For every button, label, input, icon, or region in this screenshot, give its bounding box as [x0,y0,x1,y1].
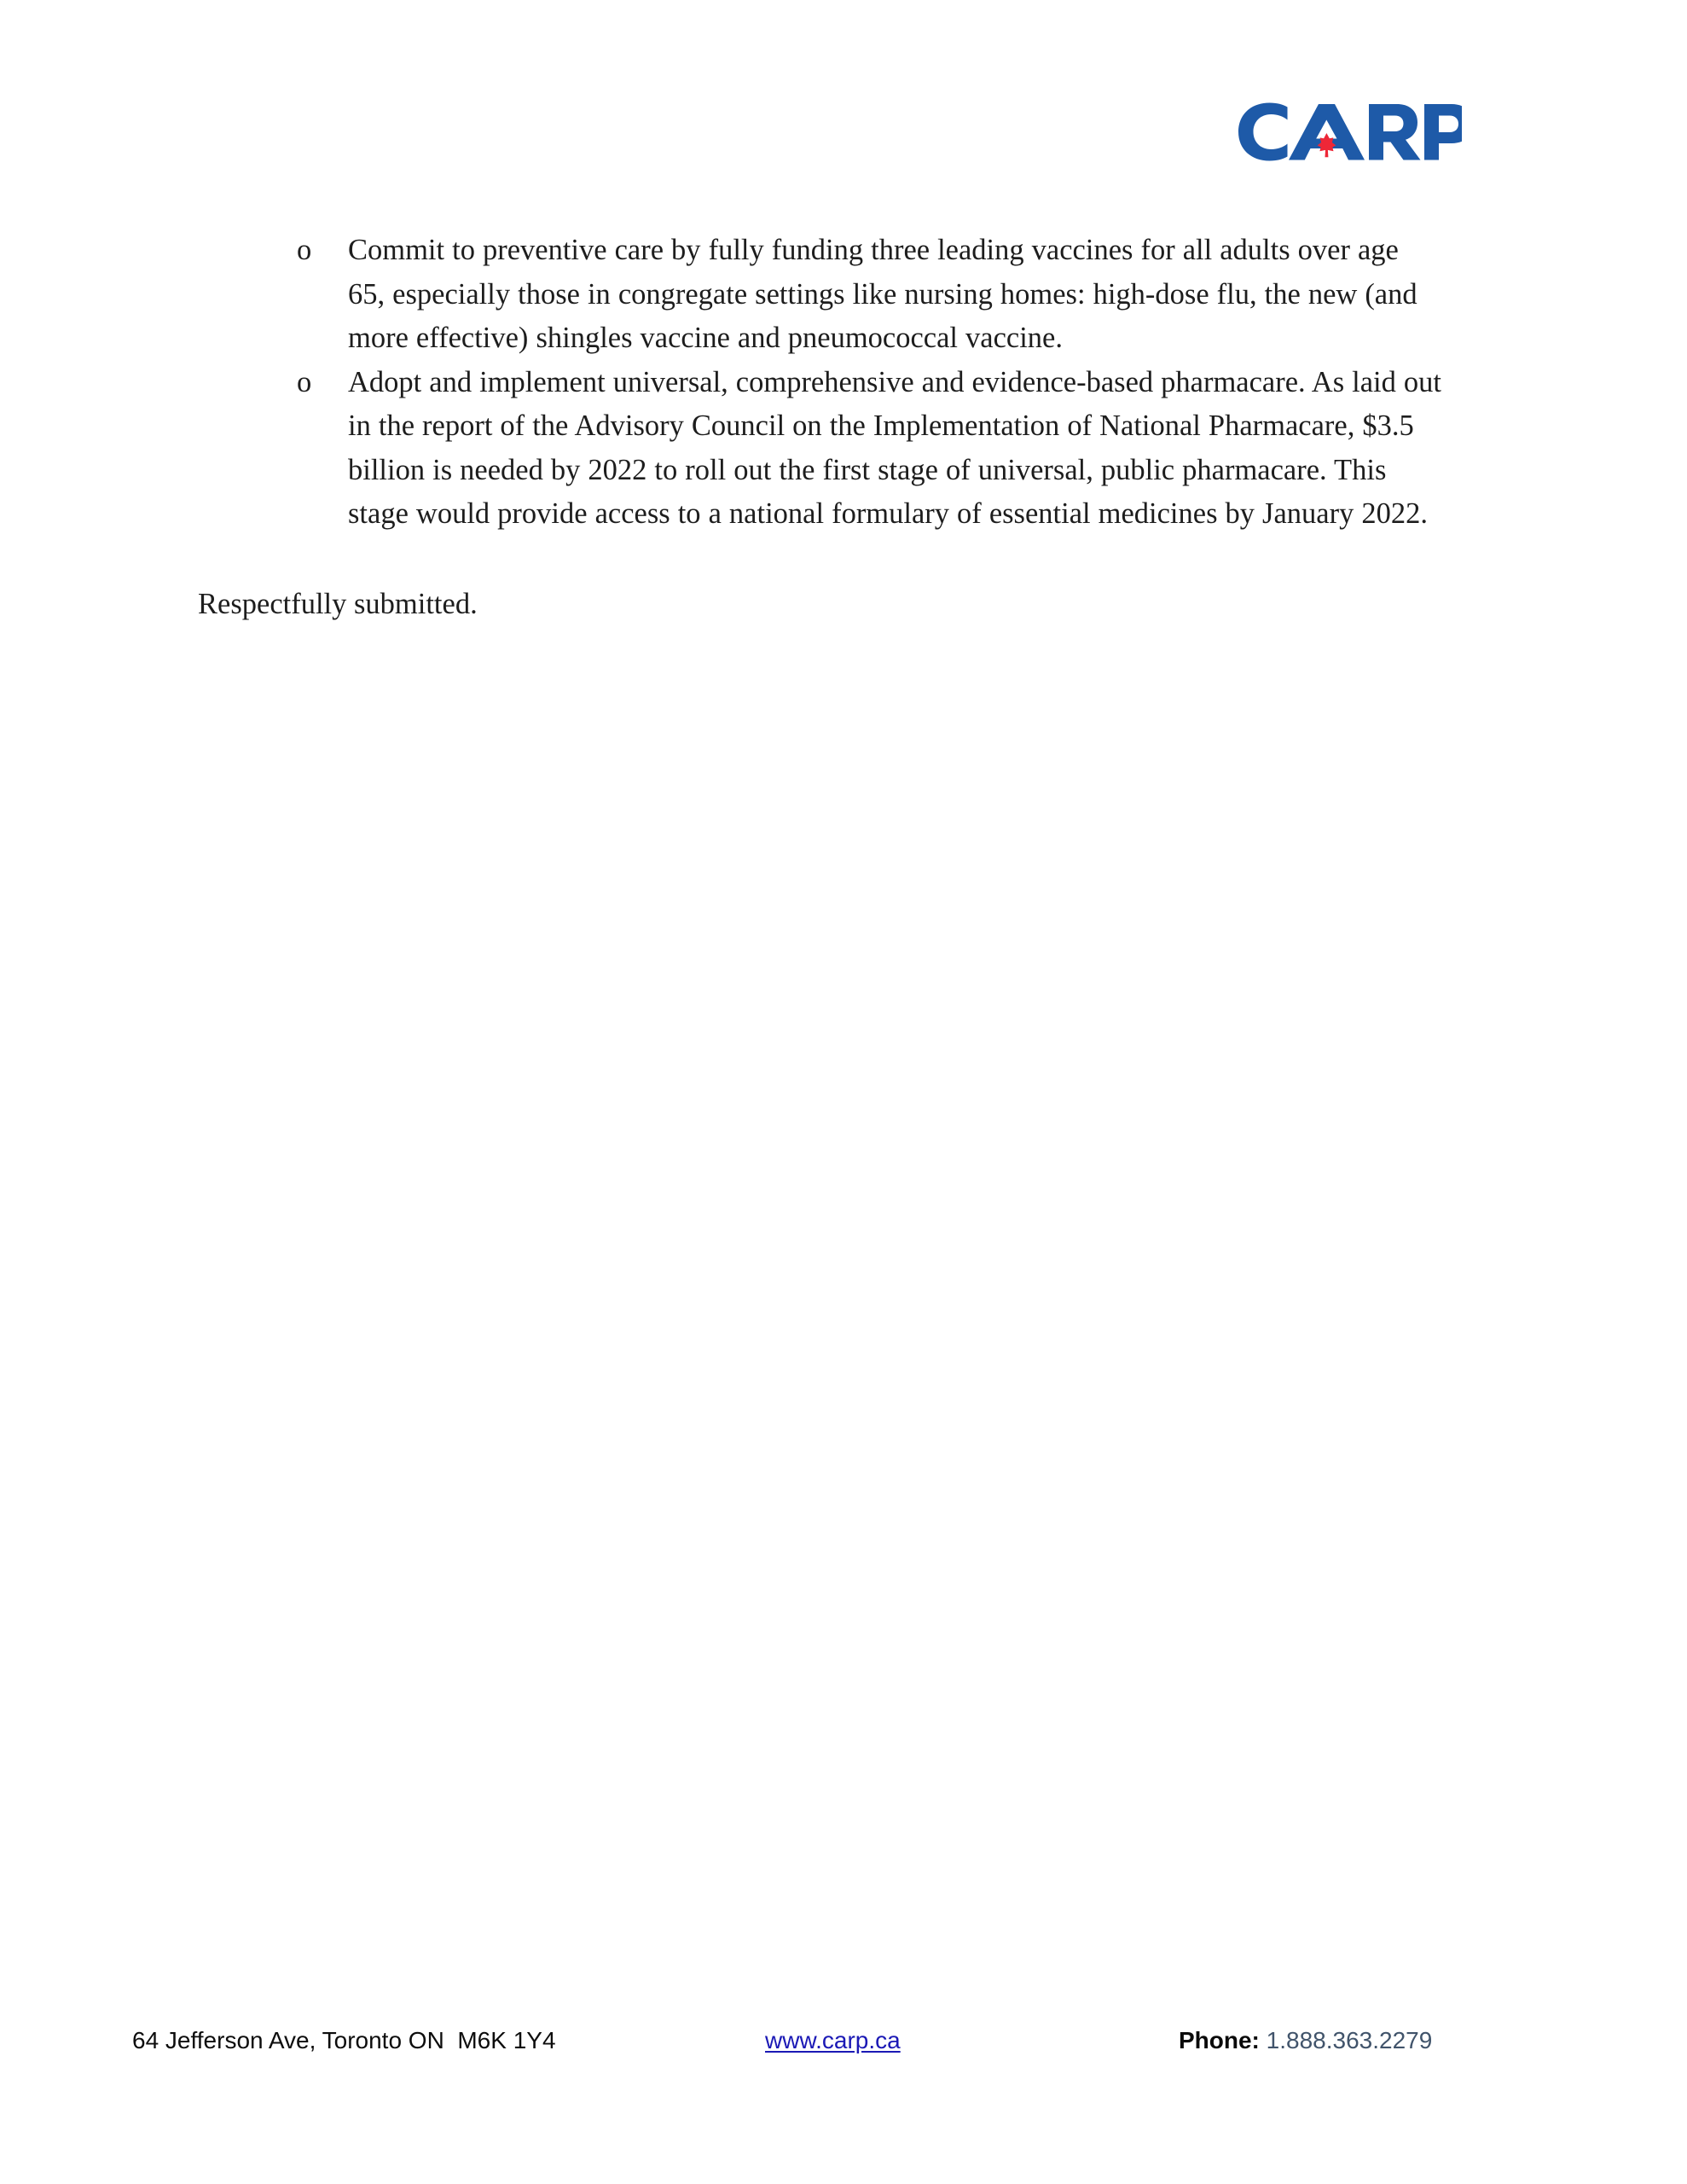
list-item-text: Commit to preventive care by fully funding three leading vaccines for all adults over age 65, especially those in congregate settings like nursing homes: high-dose flu, the new (and more effective) shingles vaccine and pneumococcal vaccine. [348,234,1417,354]
page-header [0,0,1687,196]
list-item [0,361,1687,537]
list-item-text: Adopt and implement universal, comprehensive and evidence-based pharmacare. As laid out in the report of the Advisory Council on the Implementation of National Pharmacare, $3.5 billion is needed by 2022 to roll out the first stage of universal, public pharmacare. This stage would provide access to a national formulary of essential medicines by January 2022. [348,365,1441,530]
bullet-marker: o [297,234,312,266]
footer-phone-label: Phone: [1179,2027,1260,2053]
bullet-marker: o [297,365,312,398]
carp-logo [1230,96,1462,174]
closing-line: Respectfully submitted. [198,587,478,620]
footer-website-link[interactable]: www.carp.ca [765,2027,901,2053]
page-footer [0,2024,1687,2083]
recommendations-list [0,229,1687,537]
footer-address: 64 Jefferson Ave, Toronto ON M6K 1Y4 [132,2027,556,2053]
footer-phone-number: 1.888.363.2279 [1266,2027,1433,2053]
list-item [0,229,1687,361]
document-body [0,229,1687,626]
footer-phone [1179,2024,1432,2058]
